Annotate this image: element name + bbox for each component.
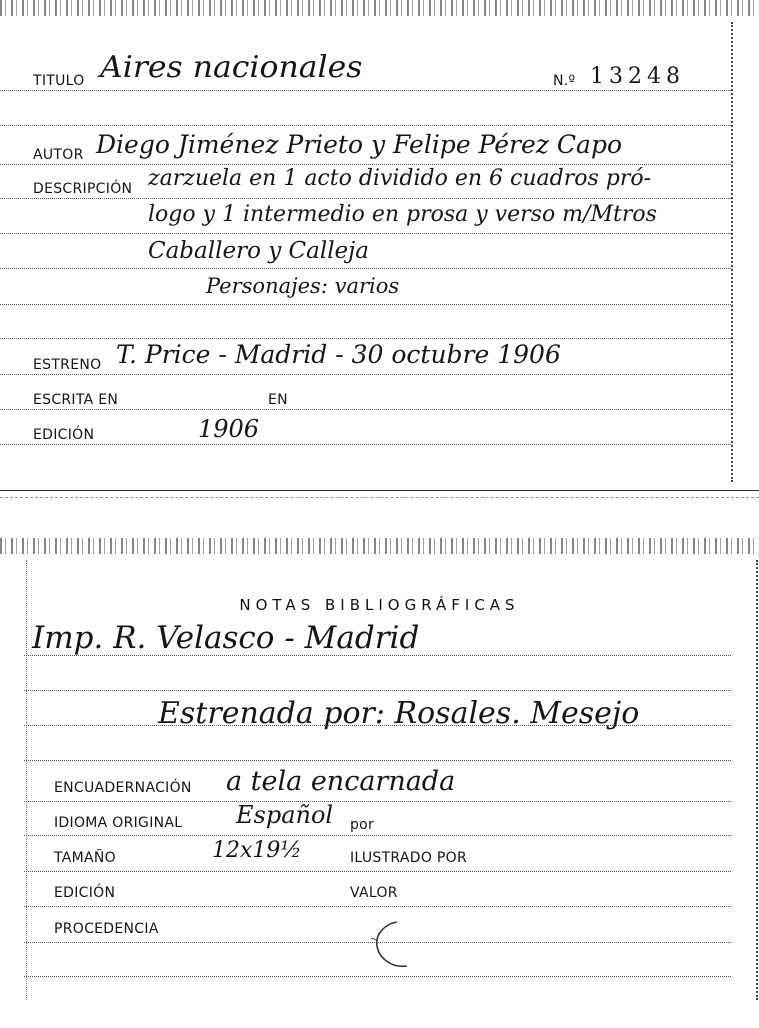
edicion-label: EDICIÓN xyxy=(33,427,95,443)
ruled-line xyxy=(24,976,731,977)
ruled-line xyxy=(0,268,731,269)
titulo-value: Aires nacionales xyxy=(100,50,363,85)
estreno-value: T. Price - Madrid - 30 octubre 1906 xyxy=(116,340,561,369)
ruled-line xyxy=(0,198,731,199)
titulo-label: TITULO xyxy=(33,73,85,89)
ruled-line xyxy=(24,690,731,691)
ruled-line xyxy=(24,760,731,761)
descripcion-line-1: zarzuela en 1 acto dividido en 6 cuadros pró- xyxy=(148,166,652,191)
catalog-card-main xyxy=(0,0,759,500)
ruled-line xyxy=(0,304,731,305)
ruled-line xyxy=(24,835,731,836)
autor-value: Diego Jiménez Prieto y Felipe Pérez Capo xyxy=(96,130,623,159)
card-separator-dashed xyxy=(0,497,759,498)
descripcion-label: DESCRIPCIÓN xyxy=(33,181,133,197)
note-line-2: Estrenada por: Rosales. Mesejo xyxy=(158,696,640,731)
autor-label: AUTOR xyxy=(33,147,84,163)
ruled-line xyxy=(24,801,731,802)
ruled-line xyxy=(0,90,731,91)
section-title: NOTAS BIBLIOGRÁFICAS xyxy=(239,596,520,614)
ruled-line xyxy=(24,906,731,907)
numero-label: N.º xyxy=(553,73,576,89)
en-label: EN xyxy=(268,392,288,408)
valor-label: VALOR xyxy=(350,885,398,901)
ruled-line xyxy=(0,444,731,445)
idioma-label: IDIOMA ORIGINAL xyxy=(54,815,183,831)
procedencia-label: PROCEDENCIA xyxy=(54,921,159,937)
encuadernacion-value: a tela encarnada xyxy=(226,766,456,797)
catalog-card-notes xyxy=(0,538,759,1028)
ruled-line xyxy=(0,233,731,234)
estreno-label: ESTRENO xyxy=(33,357,102,373)
tamano-value: 12x19½ xyxy=(212,838,302,863)
escrita-en-label: ESCRITA EN xyxy=(33,392,119,408)
scan-noise-border xyxy=(0,0,759,16)
ruled-line xyxy=(24,871,731,872)
encuadernacion-label: ENCUADERNACIÓN xyxy=(54,780,192,796)
edicion-label: EDICIÓN xyxy=(54,885,116,901)
descripcion-line-2: logo y 1 intermedio en prosa y verso m/Mtros xyxy=(148,202,657,227)
scan-noise-border xyxy=(0,538,759,554)
card-left-edge xyxy=(26,560,27,1000)
tamano-label: TAMAÑO xyxy=(54,850,116,866)
card-right-edge xyxy=(756,560,758,1000)
descripcion-line-4: Personajes: varios xyxy=(206,274,400,298)
ruled-line xyxy=(0,374,731,375)
ilustrado-label: ILUSTRADO POR xyxy=(350,850,467,866)
idioma-value: Español xyxy=(236,801,334,829)
numero-value: 13248 xyxy=(590,64,685,89)
ruled-line xyxy=(0,338,731,339)
ruled-line xyxy=(0,164,731,165)
ruled-line xyxy=(0,125,731,126)
descripcion-line-3: Caballero y Calleja xyxy=(148,238,370,264)
pencil-mark xyxy=(367,918,411,974)
por-label: por xyxy=(350,817,375,833)
card-separator xyxy=(0,490,759,491)
card-right-edge xyxy=(731,22,733,482)
ruled-line xyxy=(0,409,731,410)
edicion-value: 1906 xyxy=(198,415,260,443)
note-line-1: Imp. R. Velasco - Madrid xyxy=(32,620,420,656)
